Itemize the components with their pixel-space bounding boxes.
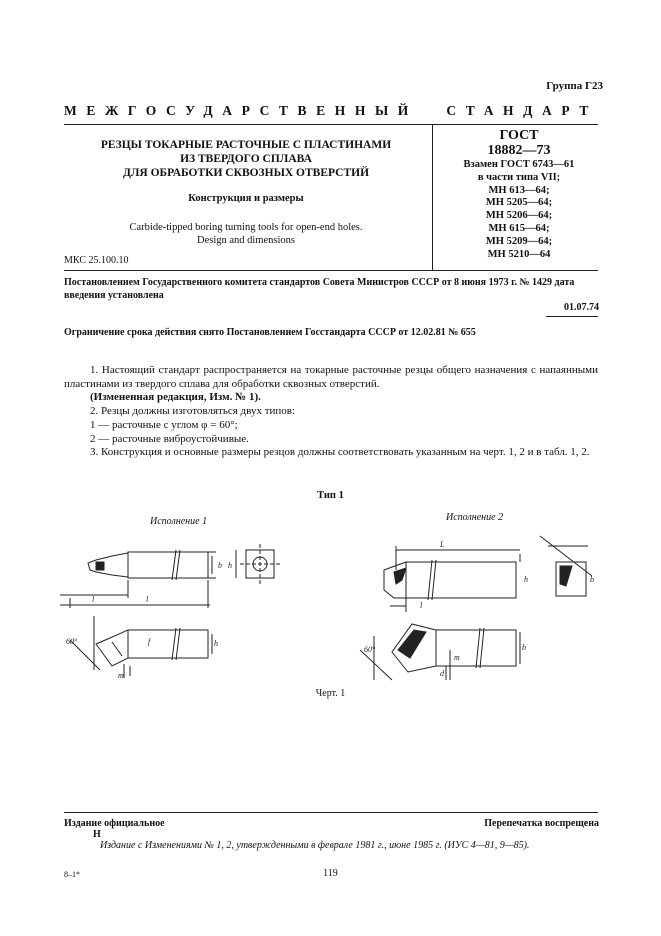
label-angle-1: 60° <box>66 637 78 646</box>
label-m-2: m <box>454 653 460 662</box>
label-h-2: h <box>524 575 528 584</box>
decree-text: Постановлением Государственного комитета стандартов Совета Министров СССР от 8 июня 1973 г. № 1429 дата введения установлена <box>64 277 575 301</box>
label-l-small-1: l <box>92 595 95 604</box>
standard-banner <box>64 103 598 119</box>
paragraph-1: 1. Настоящий стандарт распространяется на токарные расточные резцы общего назначения с напаянными пластинами из твердого сплава для обработки сквозных отверстий. <box>64 364 598 390</box>
replaces-line-6: МН 615—64; <box>488 222 550 234</box>
caption-execution-1: Исполнение 1 <box>150 516 208 527</box>
top-rule <box>64 124 598 125</box>
label-L-2: L <box>440 540 445 549</box>
title-line-1: РЕЗЦЫ ТОКАРНЫЕ РАСТОЧНЫЕ С ПЛАСТИНАМИ <box>100 139 392 151</box>
replaces-line-2: в части типа VII; <box>477 171 561 183</box>
mks-code: МКС 25.100.10 <box>64 255 129 266</box>
label-m-1: m <box>118 671 124 680</box>
tool-drawings <box>0 520 661 690</box>
gost-label: ГОСТ <box>499 128 539 143</box>
print-code: 8–1* <box>64 870 80 879</box>
label-d-2: d <box>440 669 444 678</box>
effective-date: 01.07.74 <box>564 302 599 313</box>
gost-number: 18882—73 <box>487 143 551 158</box>
label-f-1: f <box>148 637 151 646</box>
document-subtitle: Конструкция и размеры <box>188 193 304 204</box>
english-title <box>64 221 428 247</box>
header-bottom-rule <box>64 270 598 271</box>
drawing-exec1-bottom <box>70 616 212 678</box>
limit-text: Ограничение срока действия снято Постановлением Госстандарта СССР от 12.02.81 № 655 <box>64 327 476 338</box>
official-edition: Издание официальное <box>64 818 165 829</box>
body-text <box>64 364 598 460</box>
label-l-1: l <box>146 595 149 604</box>
label-h-1: h <box>228 561 232 570</box>
replaces-line-8: МН 5210—64 <box>487 248 551 260</box>
date-underline <box>546 316 598 317</box>
page-number: 119 <box>323 868 338 879</box>
caption-execution-2: Исполнение 2 <box>446 512 504 523</box>
replaces-line-5: МН 5206—64; <box>485 210 553 222</box>
paragraph-2: 2. Резцы должны изготовляться двух типов: <box>90 405 296 418</box>
type-label: Тип 1 <box>317 490 344 501</box>
label-angle-2: 60° <box>364 645 376 654</box>
header-divider <box>432 124 433 270</box>
label-b-2: b <box>590 575 594 584</box>
replaces-line-1: Взамен ГОСТ 6743—61 <box>463 159 575 170</box>
reprint-forbidden: Перепечатка воспрещена <box>484 818 599 829</box>
english-title-line-1: Carbide-tipped boring turning tools for open-end holes. <box>129 222 363 233</box>
replaces-line-3: МН 613—64; <box>488 184 550 196</box>
figure-caption: Черт. 1 <box>315 688 346 699</box>
paragraph-2-a: 1 — расточные с углом φ = 60°; <box>90 418 238 431</box>
paragraph-1-note: (Измененная редакция, Изм. № 1). <box>90 391 261 404</box>
drawing-exec2-top <box>384 536 592 612</box>
edition-note: Издание с Изменениями № 1, 2, утвержденными в феврале 1981 г., июне 1985 г. (ИУС 4—81, 9—85). <box>100 840 530 851</box>
replaces-line-4: МН 5205—64; <box>485 197 553 209</box>
label-l-2: l <box>420 601 423 610</box>
edition-letter: Н <box>93 829 101 840</box>
paragraph-3: 3. Конструкция и основные размеры резцов должны соответствовать указанным на черт. 1, 2 и в табл. 1, 2. <box>90 446 590 459</box>
banner-right: СТАНДАРТ <box>446 103 598 118</box>
label-b-2b: b <box>522 643 526 652</box>
label-h-1b: h <box>214 639 218 648</box>
gost-box <box>439 128 599 261</box>
replaces-line-7: МН 5209—64; <box>485 235 553 247</box>
banner-left: МЕЖГОСУДАРСТВЕННЫЙ <box>64 103 418 118</box>
title-line-3: ДЛЯ ОБРАБОТКИ СКВОЗНЫХ ОТВЕРСТИЙ <box>122 167 370 179</box>
paragraph-2-b: 2 — расточные виброустойчивые. <box>90 432 249 445</box>
group-label: Группа Г23 <box>546 80 603 92</box>
document-title <box>64 138 428 180</box>
title-line-2: ИЗ ТВЕРДОГО СПЛАВА <box>180 153 312 165</box>
english-title-line-2: Design and dimensions <box>197 235 295 246</box>
label-b-1: b <box>218 561 222 570</box>
footer-rule <box>64 812 598 813</box>
